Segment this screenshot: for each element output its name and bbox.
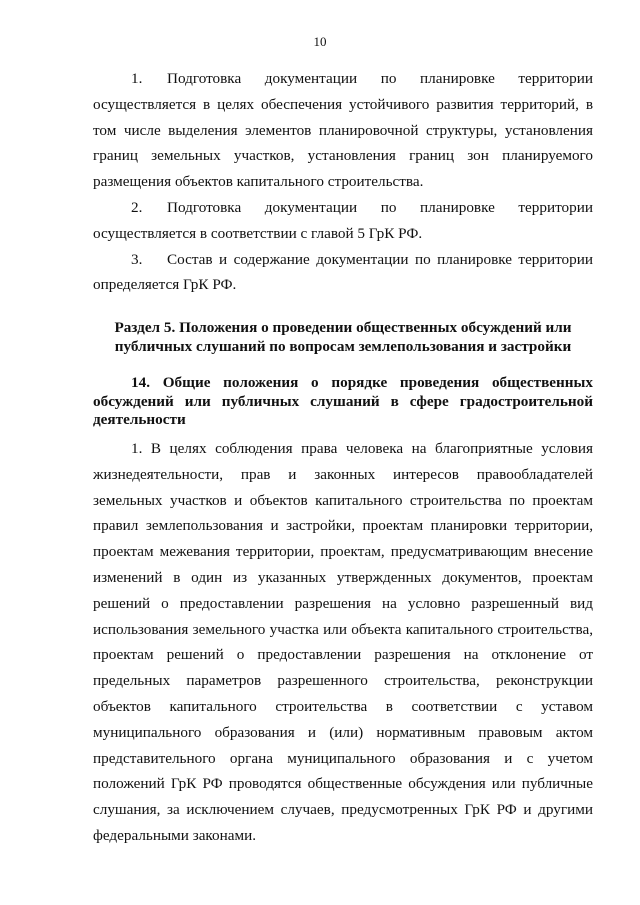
numbered-list — [93, 66, 593, 298]
list-item — [93, 247, 593, 299]
list-item-number: 1. — [131, 70, 143, 87]
list-item-text: Состав и содержание документации по планировке территории определяется ГрК РФ. — [93, 250, 593, 294]
list-item-number: 2. — [131, 198, 143, 216]
list-item — [93, 66, 593, 195]
list-item — [93, 195, 593, 247]
list-item-number: 3. — [131, 250, 143, 268]
article-heading: 14. Общие положения о порядке проведения общественных обсуждений или публичных слушаний в сфере градостроительной деятельности — [93, 374, 593, 428]
list-item-text: Подготовка документации по планировке территории осуществляется в целях обеспечения устойчивого развития территорий, в том числе выделения элементов планировочной структуры, установления границ земельных участков, установления границ зон планируемого размещения объектов капитального строительства. — [93, 70, 593, 191]
list-item-text: Подготовка документации по планировке территории осуществляется в соответствии с главой 5 ГрК РФ. — [93, 198, 593, 242]
section-heading: Раздел 5. Положения о проведении общественных обсуждений или публичных слушаний по вопросам землепользования и застройки — [114, 319, 572, 355]
article-body — [93, 436, 593, 849]
article-paragraph: 1. В целях соблюдения права человека на благоприятные условия жизнедеятельности, прав и законных интересов правообладателей земельных участков и объектов капитального строительства по проектам правил землепользования и застройки, проектам планировки территории, проектам межевания территории, проектам, предусматривающим внесение изменений в один из указанных утвержденных документов, проектам решений о предоставлении разрешения на условно разрешенный вид использования земельного участка или объекта капитального строительства, проектам решений о предоставлении разрешения на отклонение от предельных параметров разрешенного строительства, реконструкции объектов капитального строительства в соответствии с уставом муниципального образования и (или) нормативным правовым актом представительного органа муниципального образования и с учетом положений ГрК РФ проводятся общественные обсуждения или публичные слушания, за исключением случаев, предусмотренных ГрК РФ и другими федеральными законами. — [93, 440, 593, 844]
page-number: 10 — [313, 34, 327, 49]
